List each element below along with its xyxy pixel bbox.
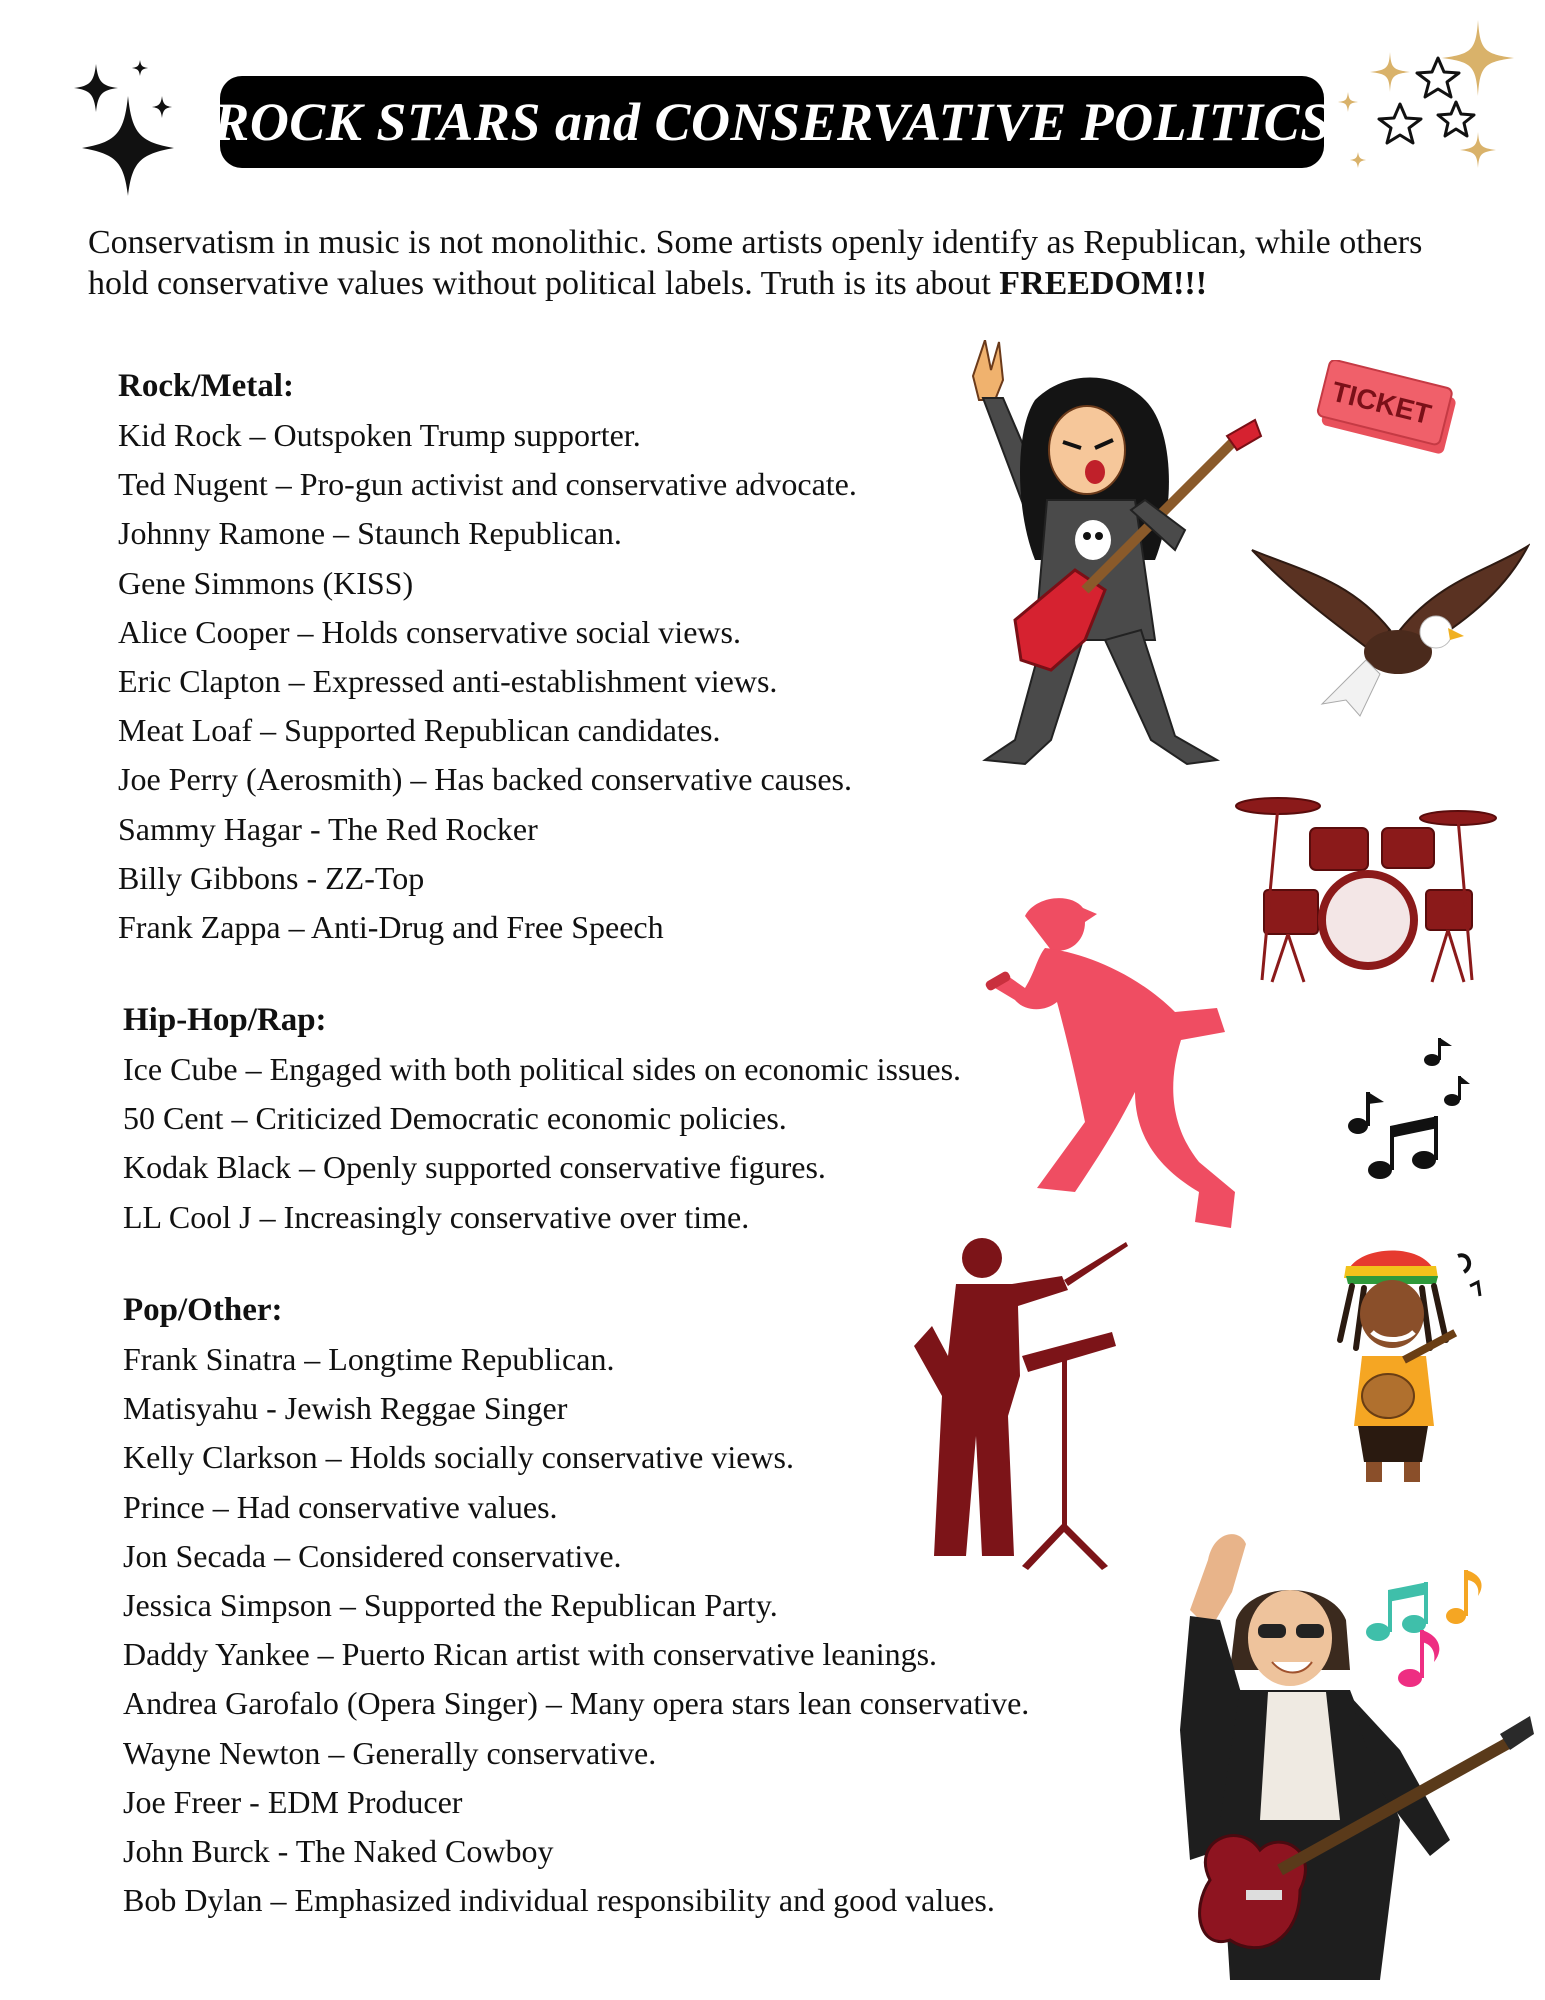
list-item: Meat Loaf – Supported Republican candidates. <box>118 712 721 749</box>
list-item: Prince – Had conservative values. <box>123 1488 558 1525</box>
section-heading: Pop/Other: <box>123 1292 283 1328</box>
stars-icon <box>1328 12 1538 182</box>
guitarist-photo-illustration <box>1150 1520 1535 2000</box>
section-heading: Hip-Hop/Rap: <box>123 1002 327 1038</box>
list-item: Gene Simmons (KISS) <box>118 564 414 601</box>
page-title: ROCK STARS and CONSERVATIVE POLITICS <box>213 92 1331 152</box>
ticket-label: TICKET <box>1328 375 1435 431</box>
drum-kit-illustration <box>1232 790 1500 990</box>
list-item: Billy Gibbons - ZZ-Top <box>118 859 425 896</box>
list-item: Jon Secada – Considered conservative. <box>123 1537 622 1574</box>
list-item: Frank Zappa – Anti-Drug and Free Speech <box>118 909 664 946</box>
section-rock-metal <box>118 362 857 952</box>
list-item: Matisyahu - Jewish Reggae Singer <box>123 1390 568 1427</box>
list-item: Alice Cooper – Holds conservative social views. <box>118 613 741 650</box>
sparkles-icon <box>70 56 180 196</box>
list-item: Jessica Simpson – Supported the Republican Party. <box>123 1587 778 1624</box>
eagle-illustration <box>1250 540 1530 720</box>
list-item: Johnny Ramone – Staunch Republican. <box>118 515 622 552</box>
list-item: LL Cool J – Increasingly conservative over time. <box>123 1198 750 1235</box>
list-item: Bob Dylan – Emphasized individual responsibility and good values. <box>123 1882 995 1919</box>
intro-text: Conservatism in music is not monolithic. Some artists openly identify as Republican, while others hold conservative values without political labels. Truth is its about <box>88 224 1423 302</box>
list-item: Frank Sinatra – Longtime Republican. <box>123 1341 615 1377</box>
conductor-silhouette-illustration <box>912 1236 1132 1576</box>
list-item: Kodak Black – Openly supported conservative figures. <box>123 1149 826 1186</box>
list-item: Sammy Hagar - The Red Rocker <box>118 810 538 847</box>
intro-emphasis: FREEDOM!!! <box>999 265 1208 302</box>
rock-guitarist-illustration <box>955 340 1275 770</box>
list-item: Wayne Newton – Generally conservative. <box>123 1734 657 1771</box>
list-item: Ice Cube – Engaged with both political sides on economic issues. <box>123 1051 962 1087</box>
list-item: Kelly Clarkson – Holds socially conservative views. <box>123 1439 794 1476</box>
list-item: 50 Cent – Criticized Democratic economic policies. <box>123 1100 787 1137</box>
list-item: Joe Freer - EDM Producer <box>123 1783 463 1820</box>
list-item: John Burck - The Naked Cowboy <box>123 1833 554 1870</box>
title-banner <box>213 76 1331 168</box>
reggae-guitarist-illustration <box>1318 1236 1488 1486</box>
music-notes-icon <box>1340 1036 1480 1186</box>
list-item: Joe Perry (Aerosmith) – Has backed conservative causes. <box>118 761 852 798</box>
list-item: Kid Rock – Outspoken Trump supporter. <box>118 417 641 453</box>
list-item: Andrea Garofalo (Opera Singer) – Many opera stars lean conservative. <box>123 1685 1030 1722</box>
section-pop-other <box>123 1286 1029 1925</box>
rapper-silhouette-illustration <box>985 892 1245 1232</box>
section-heading: Rock/Metal: <box>118 368 294 404</box>
list-item: Ted Nugent – Pro-gun activist and conservative advocate. <box>118 466 857 503</box>
list-item: Daddy Yankee – Puerto Rican artist with conservative leanings. <box>123 1636 938 1673</box>
section-hip-hop-rap <box>123 996 961 1242</box>
ticket-icon <box>1312 360 1462 460</box>
list-item: Eric Clapton – Expressed anti-establishment views. <box>118 663 778 700</box>
intro-paragraph <box>88 222 1468 304</box>
